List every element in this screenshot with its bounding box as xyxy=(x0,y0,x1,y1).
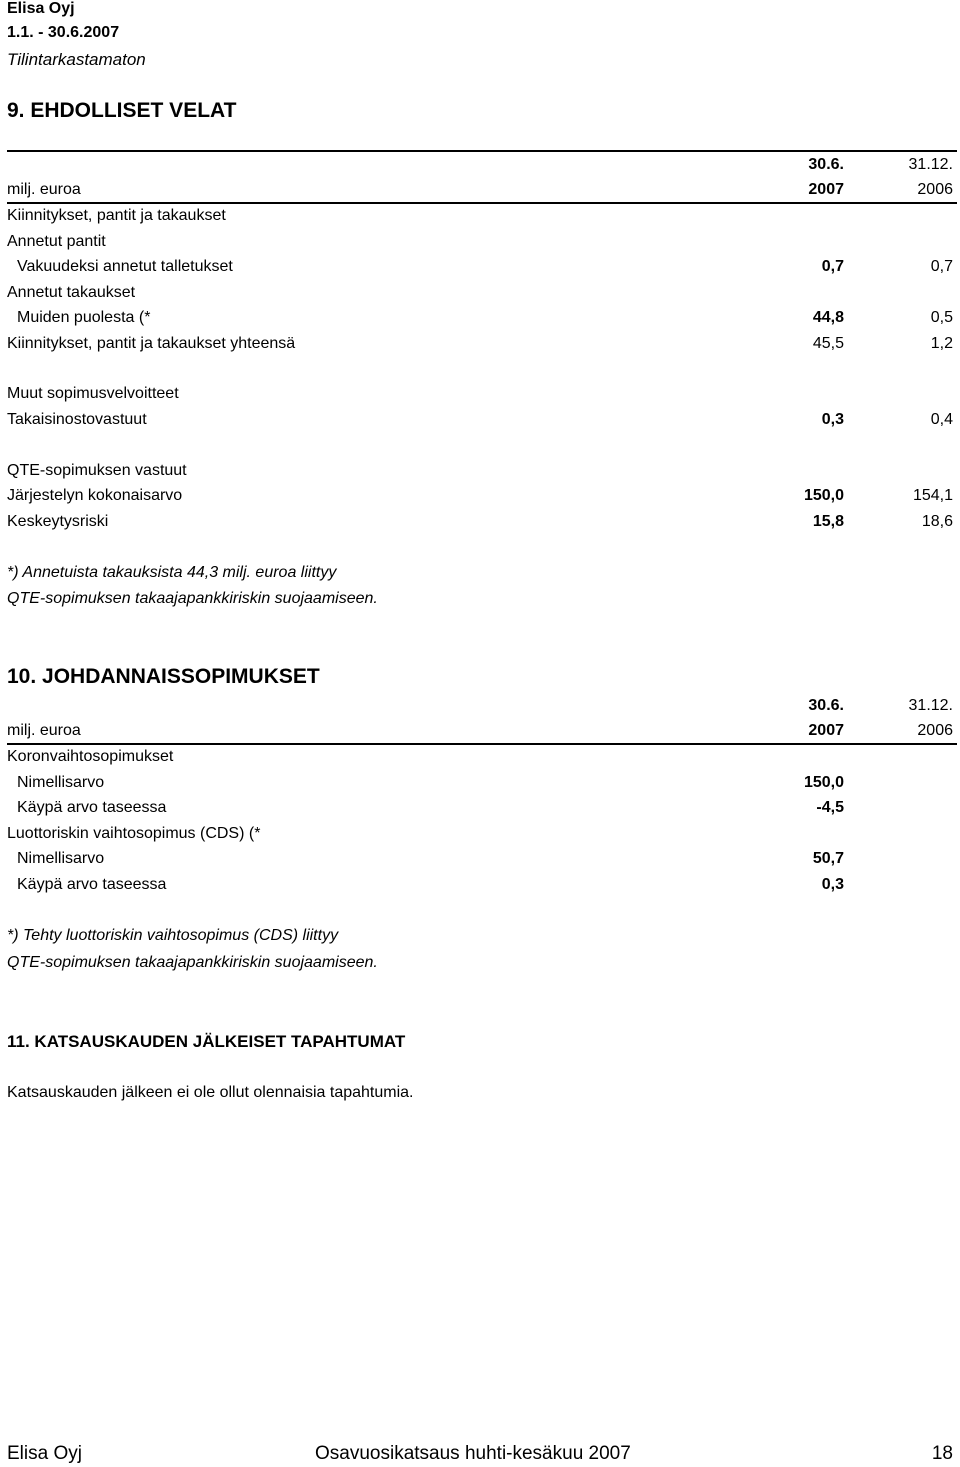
table-cell-2007: 15,8 xyxy=(812,513,844,530)
section9-footnote-line2: QTE-sopimuksen takaajapankkiriskin suojaamiseen. xyxy=(7,590,378,607)
table-cell-2007: 0,3 xyxy=(821,411,844,428)
table-row-label: Järjestelyn kokonaisarvo xyxy=(7,487,183,504)
table-row-label: Takaisinostovastuut xyxy=(7,411,147,428)
section10-footnote-line2: QTE-sopimuksen takaajapankkiriskin suojaamiseen. xyxy=(7,954,378,971)
footer-report-title: Osavuosikatsaus huhti-kesäkuu 2007 xyxy=(315,1443,631,1464)
section10-header-rule xyxy=(7,743,957,745)
table-cell-2007: 0,7 xyxy=(821,258,844,275)
section9-col1-header-bottom: 2007 xyxy=(808,181,844,198)
table-row-label: Vakuudeksi annetut talletukset xyxy=(17,258,233,275)
table-cell-2007: 150,0 xyxy=(803,774,844,791)
table-cell-2007: 44,8 xyxy=(812,309,844,326)
table-row-label: QTE-sopimuksen vastuut xyxy=(7,462,187,479)
section9-col2-header-top: 31.12. xyxy=(908,156,953,173)
table-cell-2007: 150,0 xyxy=(803,487,844,504)
section9-top-rule xyxy=(7,150,957,152)
table-cell-2006: 1,2 xyxy=(930,335,953,352)
section10-footnote-line1: *) Tehty luottoriskin vaihtosopimus (CDS) liittyy xyxy=(7,927,339,944)
table-cell-2006: 154,1 xyxy=(912,487,953,504)
section11-text: Katsauskauden jälkeen ei ole ollut olennaisia tapahtumia. xyxy=(7,1084,414,1101)
table-row-label: Koronvaihtosopimukset xyxy=(7,748,174,765)
table-row-label: Kiinnitykset, pantit ja takaukset yhteensä xyxy=(7,335,296,352)
section10-col1-header-bottom: 2007 xyxy=(808,722,844,739)
table-row-label: Käypä arvo taseessa xyxy=(17,876,167,893)
section10-col2-header-bottom: 2006 xyxy=(917,722,953,739)
table-cell-2007: 45,5 xyxy=(812,335,844,352)
table-cell-2007: -4,5 xyxy=(816,799,844,816)
table-cell-2006: 18,6 xyxy=(921,513,953,530)
footer-page-number: 18 xyxy=(931,1443,953,1464)
report-period: 1.1. - 30.6.2007 xyxy=(7,24,120,41)
company-name: Elisa Oyj xyxy=(7,0,75,17)
section9-unit: milj. euroa xyxy=(7,181,81,198)
table-row-label: Käypä arvo taseessa xyxy=(17,799,167,816)
table-row-label: Nimellisarvo xyxy=(17,774,105,791)
table-cell-2006: 0,5 xyxy=(930,309,953,326)
section9-header-rule xyxy=(7,202,957,204)
table-row-label: Keskeytysriski xyxy=(7,513,109,530)
table-cell-2006: 0,7 xyxy=(930,258,953,275)
table-row-label: Kiinnitykset, pantit ja takaukset xyxy=(7,207,226,224)
table-cell-2007: 50,7 xyxy=(812,850,844,867)
table-row-label: Muiden puolesta (* xyxy=(17,309,151,326)
section10-title: 10. JOHDANNAISSOPIMUKSET xyxy=(7,665,320,688)
table-row-label: Luottoriskin vaihtosopimus (CDS) (* xyxy=(7,825,261,842)
section9-col1-header-top: 30.6. xyxy=(808,156,844,173)
table-row-label: Annetut takaukset xyxy=(7,284,136,301)
section10-unit: milj. euroa xyxy=(7,722,81,739)
section9-col2-header-bottom: 2006 xyxy=(917,181,953,198)
audit-note: Tilintarkastamaton xyxy=(7,50,146,69)
footer-company: Elisa Oyj xyxy=(7,1443,82,1464)
section10-col1-header-top: 30.6. xyxy=(808,697,844,714)
table-row-label: Annetut pantit xyxy=(7,233,106,250)
table-cell-2006: 0,4 xyxy=(930,411,953,428)
table-row-label: Nimellisarvo xyxy=(17,850,105,867)
section10-col2-header-top: 31.12. xyxy=(908,697,953,714)
table-cell-2007: 0,3 xyxy=(821,876,844,893)
section9-title: 9. EHDOLLISET VELAT xyxy=(7,99,237,122)
section11-title: 11. KATSAUSKAUDEN JÄLKEISET TAPAHTUMAT xyxy=(7,1032,406,1051)
table-row-label: Muut sopimusvelvoitteet xyxy=(7,385,179,402)
section9-footnote-line1: *) Annetuista takauksista 44,3 milj. euroa liittyy xyxy=(7,564,337,581)
